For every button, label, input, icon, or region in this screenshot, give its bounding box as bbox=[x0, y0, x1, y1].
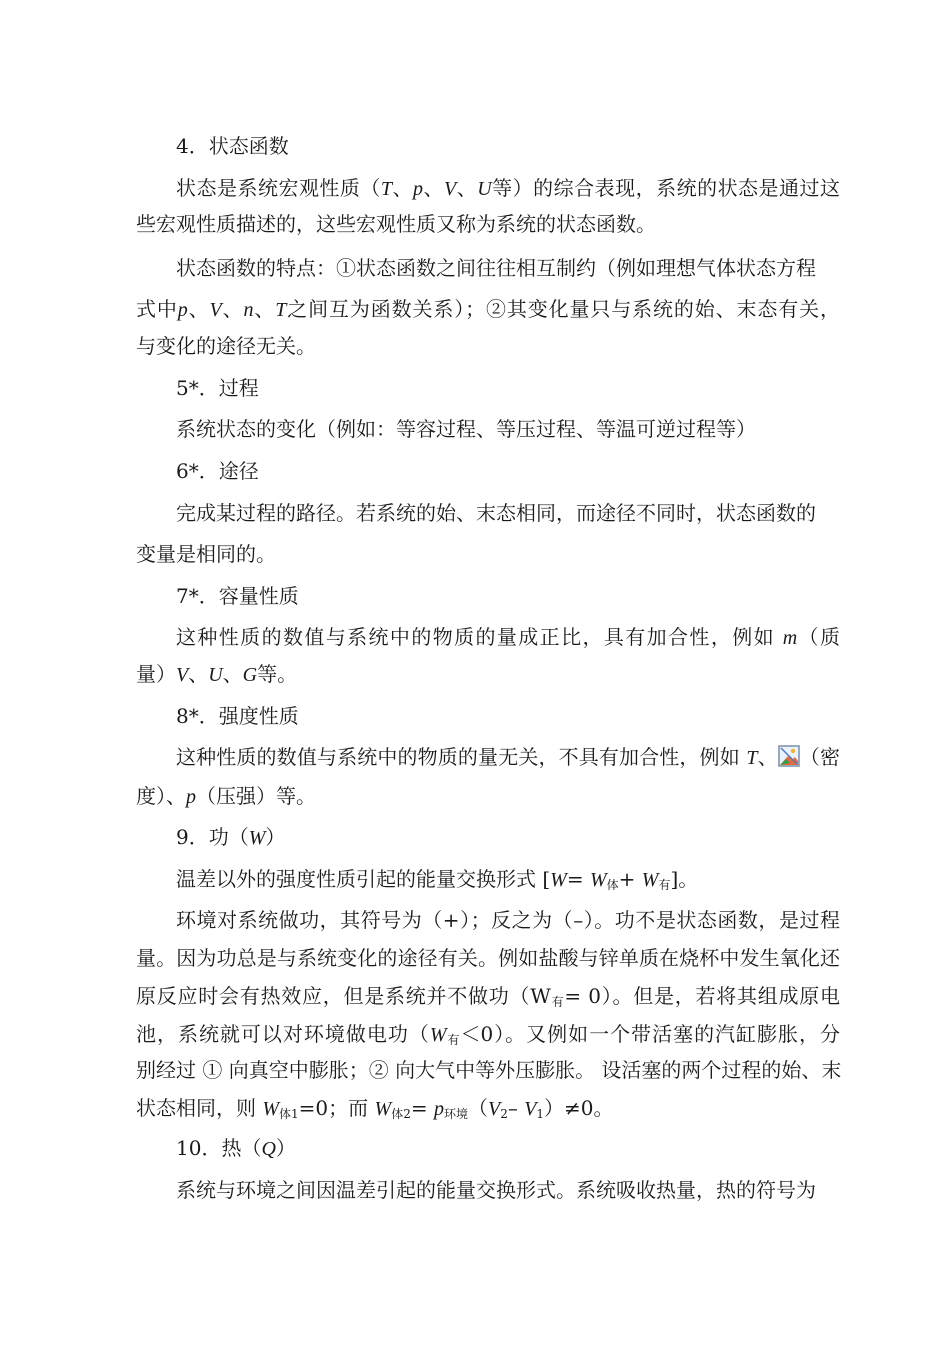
heading-extensive-property: 7*．容量性质 bbox=[176, 584, 299, 608]
paragraph-line: 量）V、U、G等。 bbox=[136, 662, 298, 686]
paragraph-line: 原反应时会有热效应，但是系统并不做功$(W_有= 0)$。但是，若将其组成原电 bbox=[136, 984, 840, 1009]
paragraph-line: 池，系统就可以对环境做电功$(W_有<0)$。又例如一个带活塞的汽缸膨胀，分 bbox=[136, 1022, 840, 1047]
paragraph-line: 环境对系统做功，其符号为（+）；反之为（–）。功不是状态函数，是过程 bbox=[176, 908, 840, 932]
paragraph-line: 些宏观性质描述的，这些宏观性质又称为系统的状态函数。 bbox=[136, 212, 656, 236]
paragraph-line: 状态函数的特点：①状态函数之间往往相互制约（例如理想气体状态方程 bbox=[176, 256, 816, 280]
paragraph-line: 式中p、V、n、T之间互为函数关系）；②其变化量只与系统的始、末态有关， bbox=[136, 297, 841, 321]
heading-intensive-property: 8*．强度性质 bbox=[176, 704, 299, 728]
paragraph-line: 量。因为功总是与系统变化的途径有关。例如盐酸与锌单质在烧杯中发生氧化还 bbox=[136, 946, 840, 970]
paragraph-line: 温差以外的强度性质引起的能量交换形式 $[W= W_体+ W_有]$。 bbox=[176, 867, 699, 892]
paragraph-line: 完成某过程的路径。若系统的始、末态相同，而途径不同时，状态函数的 bbox=[176, 501, 816, 525]
paragraph-line: 度）、p（压强）等。 bbox=[136, 784, 316, 808]
paragraph-line: 这种性质的数值与系统中的物质的量成正比，具有加合性，例如 m（质 bbox=[176, 625, 841, 649]
paragraph-line: 状态相同，则 $W_{体1}=0$；而 $W_{体2}= p_{环境}(V_2-$ $V_1)\ne 0$。 bbox=[136, 1096, 614, 1121]
broken-image-icon bbox=[778, 745, 800, 767]
paragraph-line: 别经过 ① 向真空中膨胀；② 向大气中等外压膨胀。 设活塞的两个过程的始、末 bbox=[136, 1058, 842, 1082]
heading-process: 5*．过程 bbox=[176, 376, 259, 400]
paragraph-line: 与变化的途径无关。 bbox=[136, 334, 316, 358]
paragraph-line: 系统与环境之间因温差引起的能量交换形式。系统吸收热量，热的符号为 bbox=[176, 1178, 816, 1202]
heading-heat: 10．热（Q） bbox=[176, 1136, 296, 1160]
heading-state-function: 4．状态函数 bbox=[176, 134, 289, 158]
paragraph-line: 系统状态的变化（例如：等容过程、等压过程、等温可逆过程等） bbox=[176, 417, 756, 441]
paragraph-line: 这种性质的数值与系统中的物质的量无关，不具有加合性，例如 T、 （密 bbox=[176, 745, 841, 769]
heading-work: 9．功（W） bbox=[176, 825, 286, 849]
paragraph-line: 状态是系统宏观性质（T、p、V、U等）的综合表现，系统的状态是通过这 bbox=[176, 176, 841, 200]
heading-path: 6*．途径 bbox=[176, 459, 259, 483]
paragraph-line: 变量是相同的。 bbox=[136, 542, 276, 566]
